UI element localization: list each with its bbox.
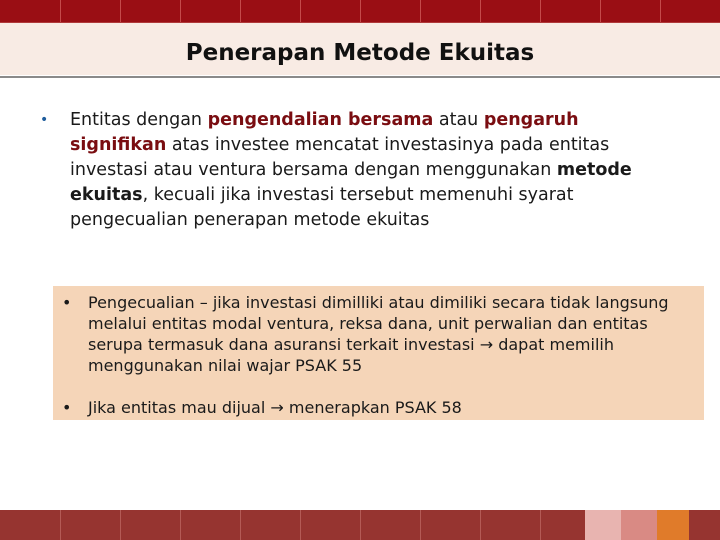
footer-divider [480,510,481,540]
bullet-marker: • [40,112,49,128]
top-bar-divider [360,0,361,22]
bullet-marker: • [62,293,72,312]
top-bar-divider [660,0,661,22]
highlighted-term: pengaruh signifikan [70,110,579,155]
footer-divider [540,510,541,540]
top-bar-divider [600,0,601,22]
text-run: Jika entitas mau dijual [88,398,266,417]
footer-divider [180,510,181,540]
text-run: Entitas dengan [70,110,208,130]
main-bullet [40,108,680,233]
top-bar-divider [180,0,181,22]
top-bar-divider [60,0,61,22]
emphasized-term: metode ekuitas [70,160,632,205]
title-underline [0,76,720,78]
sub-bullet-for-sale [62,397,698,418]
top-bar-divider [120,0,121,22]
bullet-marker: • [62,398,72,417]
main-bullet-text [70,108,680,233]
slide-title: Penerapan Metode Ekuitas [185,40,535,66]
sub-bullet-exception [62,292,698,376]
footer-divider [420,510,421,540]
text-run: Pengecualian – jika investasi dimilliki atau dimiliki secara tidak langsung melalui entitas modal ventura, reksa dana, unit perwalian dan entitas serupa termasuk dana asuransi terkait investasi [88,293,669,354]
arrow-right-icon: → [270,398,284,417]
highlighted-term: pengendalian bersama [207,110,434,130]
sub-bullet-text [88,397,698,418]
footer-divider [60,510,61,540]
footer-block-light [585,510,621,540]
top-bar-divider [240,0,241,22]
arrow-right-icon: → [479,335,494,354]
footer-divider [240,510,241,540]
text-run: menerapkan PSAK 58 [288,398,462,417]
footer-divider [120,510,121,540]
footer-divider [360,510,361,540]
sub-bullet-text [88,292,698,376]
text-run: dapat memilih menggunakan nilai wajar PSAK 55 [88,335,614,375]
footer-block-accent [657,510,689,540]
text-run: , kecuali jika investasi tersebut memenuhi syarat pengecualian penerapan metode ekuitas [70,185,574,230]
top-bar-divider [540,0,541,22]
text-run: atau [433,110,484,130]
text-run: atas investee mencatat investasinya pada entitas investasi atau ventura bersama dengan menggunakan [70,135,610,180]
footer-block-mid [621,510,657,540]
top-bar-divider [420,0,421,22]
top-bar-divider [480,0,481,22]
top-bar-divider [300,0,301,22]
footer-divider [300,510,301,540]
